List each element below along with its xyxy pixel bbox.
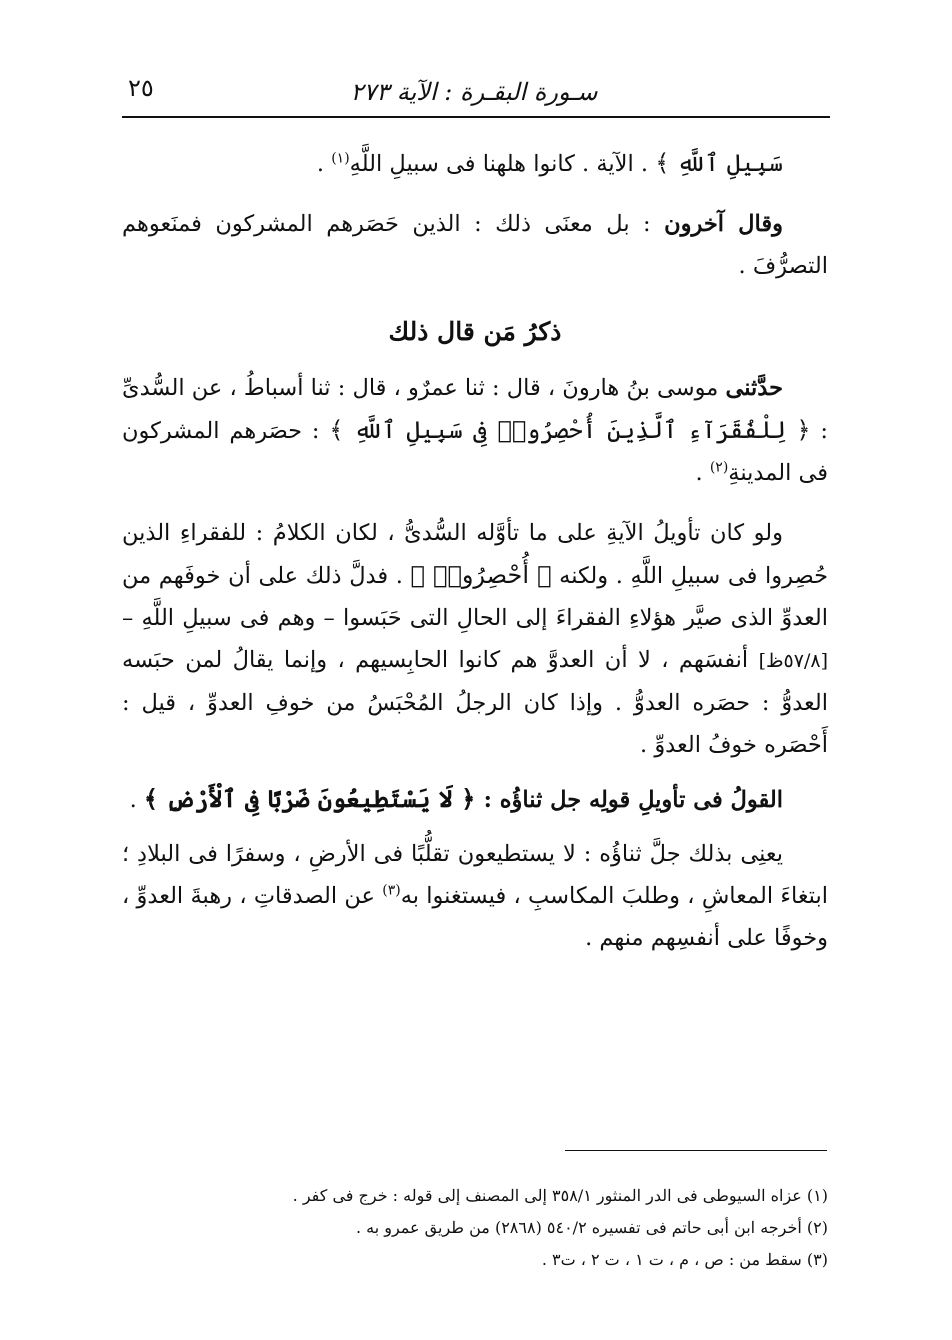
section-heading: ذكرُ مَن قال ذلك [388,317,562,346]
paragraph-text: . فدلَّ ذلك على أن خوفَهم من العدوِّ الذى صيَّر هؤلاءِ الفقراءَ إلى الحالِ التى حَبَسوا – وهم فى سبيلِ اللَّهِ – [122,563,828,631]
quran-quote: ﴿ لِلْفُقَرَآءِ ٱلَّذِينَ أُحْصِرُوا۟ فِى سَبِيلِ ٱللَّهِ ﴾ [329,416,811,444]
quran-quote: سَبِيلِ ٱللَّهِ ﴾ [655,149,783,177]
paragraph-text: . الآية . كانوا هلهنا فى سبيلِ اللَّهِ [349,151,656,177]
speaker-label: وقال آخرون [664,211,783,237]
paragraph-text: : حصَرهم المشركون فى المدينةِ [122,418,828,486]
footnote-1: (١) عزاه السيوطى فى الدر المنثور ٣٥٨/١ إلى المصنف إلى قوله : خرج فى كفر . [292,1186,828,1205]
footnote-2: (٢) أخرجه ابن أبى حاتم فى تفسيره ٥٤٠/٢ (٢٨٦٨) من طريق عمرو به . [355,1218,828,1237]
paragraph-text: موسى بنُ هارونَ ، قال : ثنا عمرٌو ، قال : ثنا أسباطُ ، عن السُّدىِّ : [122,375,828,444]
header-divider [122,116,830,118]
paragraph-end: . [695,460,710,486]
quran-quote: ﴿ لَا يَسْتَطِيعُونَ ضَرْبًا فِى ٱلْأَرْضِ ﴾ [143,784,484,813]
paragraph-1 [122,142,828,185]
paragraph-end: . [316,151,332,177]
quran-quote: ﴿ أُحْصِرُوا۟ ﴾ [410,561,552,589]
paragraph-text: أنفسَهم ، لا أن العدوَّ هم كانوا الحابِسيهم ، وإنما يقالُ لمن حبَسه العدوُّ : حصَره العدوُّ . وإذا كان الرجلُ المُحْبَسُ من خوفِ العدوِّ ، قيل : أَحْصَره خوفُ العدوِّ . [122,647,828,758]
paragraph-text: عن الصدقاتِ ، رهبةَ العدوِّ ، وخوفًا على أنفسِهم منهم . [122,883,828,951]
paragraph-3 [122,367,828,494]
paragraph-5 [122,778,828,821]
paragraph-text: : بل معنَى ذلك : الذين حَصَرهم المشركون فمنَعوهم التصرُّفَ . [122,211,828,279]
footnote-marker: (٢) [709,459,729,476]
section-label: القولُ فى تأويلِ قولِه جل ثناؤُه : [483,787,783,813]
manuscript-folio-reference: [٥٧/٨ظ] [758,650,828,672]
paragraph-text: ولو كان تأويلُ الآيةِ على ما تأوَّله السُّدىُّ ، لكان الكلامُ : للفقراءِ الذين حُصِروا فى سبيلِ اللَّهِ . ولكنه [122,520,828,589]
page-number: ٢٥ [128,74,154,102]
footnote-marker: (٣) [382,882,401,899]
paragraph-6 [122,833,828,959]
footnote-divider [565,1150,827,1151]
paragraph-end: . [129,787,144,813]
page-body [122,142,828,959]
speaker-label: حدَّثنى [725,375,783,401]
footnote-3: (٣) سقط من : ص ، م ، ت ١ ، ت ٢ ، ت٣ . [541,1250,828,1269]
footnotes [122,1180,828,1276]
paragraph-2 [122,203,828,287]
running-title: سـورة البقـرة : الآية ٢٧٣ [350,78,598,106]
footnote-marker: (١) [331,150,350,167]
page-header [120,62,828,106]
paragraph-text: يعنِى بذلك جلَّ ثناؤُه : لا يستطيعون تقلُّبًا فى الأرضِ ، وسفرًا فى البلادِ ؛ ابتغاءَ المعاشِ ، وطلبَ المكاسبِ ، فيستغنوا به [122,841,828,909]
paragraph-4 [122,512,828,766]
